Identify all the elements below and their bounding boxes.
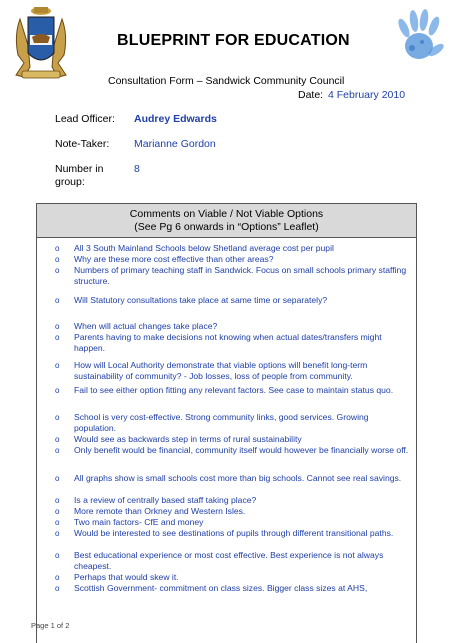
note-taker-label: Note-Taker: <box>55 138 110 150</box>
note-taker-value: Marianne Gordon <box>134 138 216 150</box>
list-item-text: Would see as backwards step in terms of rural sustainability <box>74 434 302 444</box>
list-item-text: Only benefit would be financial, community itself would however be financially worse off. <box>74 445 409 455</box>
list-item <box>55 254 410 265</box>
list-item <box>55 412 410 434</box>
bullet-icon: o <box>55 474 60 483</box>
lead-officer-label: Lead Officer: <box>55 113 115 125</box>
list-item-text: More remote than Orkney and Western Isles. <box>74 506 246 516</box>
list-item <box>55 332 410 354</box>
list-item <box>55 265 410 287</box>
list-item-text: Fail to see either option fitting any relevant factors. See case to maintain status quo. <box>74 385 394 395</box>
list-item-text: How will Local Authority demonstrate that viable options will benefit long-term sustainability of community? - Job losses, loss of people from community. <box>74 360 368 381</box>
list-item-text: Numbers of primary teaching staff in Sandwick. Focus on small schools primary staffing structure. <box>74 265 407 286</box>
comments-table <box>36 203 417 643</box>
list-item <box>55 385 410 396</box>
blue-handprint-icon <box>392 8 444 68</box>
number-in-group-label: Number in group: <box>55 163 104 188</box>
comments-table-header <box>37 204 416 238</box>
bullet-icon: o <box>55 266 60 275</box>
bullet-icon: o <box>55 435 60 444</box>
list-item-text: Is a review of centrally based staff taking place? <box>74 495 257 505</box>
bullet-icon: o <box>55 322 60 331</box>
council-crest-icon <box>10 5 72 83</box>
list-item-text: Will Statutory consultations take place at same time or separately? <box>74 295 328 305</box>
list-item <box>55 445 410 456</box>
list-item-text: School is very cost-effective. Strong community links, good services. Growing population. <box>74 412 369 433</box>
bullet-icon: o <box>55 518 60 527</box>
list-item-text: Parents having to make decisions not knowing when actual dates/transfers might happen. <box>74 332 382 353</box>
form-subtitle: Consultation Form – Sandwick Community Council <box>108 75 345 87</box>
bullet-icon: o <box>55 386 60 395</box>
bullet-icon: o <box>55 413 60 422</box>
bullet-icon: o <box>55 573 60 582</box>
bullet-icon: o <box>55 507 60 516</box>
number-in-group-value: 8 <box>134 163 140 175</box>
table-heading-line2: (See Pg 6 onwards in “Options” Leaflet) <box>134 221 319 233</box>
list-item <box>55 295 410 306</box>
bullet-icon: o <box>55 496 60 505</box>
bullet-icon: o <box>55 255 60 264</box>
lead-officer-value: Audrey Edwards <box>134 113 217 125</box>
list-item-text: Scottish Government- commitment on class sizes. Bigger class sizes at AHS, <box>74 583 368 593</box>
page-number: Page 1 of 2 <box>31 621 70 630</box>
list-item <box>55 360 410 382</box>
bullet-icon: o <box>55 529 60 538</box>
list-item <box>55 434 410 445</box>
page-title: BLUEPRINT FOR EDUCATION <box>117 32 350 49</box>
bullet-icon: o <box>55 551 60 560</box>
table-heading-line1: Comments on Viable / Not Viable Options <box>129 208 324 220</box>
bullet-icon: o <box>55 296 60 305</box>
bullet-icon: o <box>55 244 60 253</box>
list-item-text: When will actual changes take place? <box>74 321 218 331</box>
list-item-text: Two main factors- CfE and money <box>74 517 204 527</box>
list-item-text: Best educational experience or most cost effective. Best experience is not always cheapest. <box>74 550 384 571</box>
bullet-icon: o <box>55 446 60 455</box>
list-item-text: Would be interested to see destinations of pupils through different transitional paths. <box>74 528 394 538</box>
list-item <box>55 528 410 539</box>
list-item <box>55 517 410 528</box>
list-item <box>55 495 410 506</box>
list-item <box>55 506 410 517</box>
date-value: 4 February 2010 <box>328 89 406 101</box>
list-item-text: Perhaps that would skew it. <box>74 572 179 582</box>
list-item <box>55 243 410 254</box>
bullet-icon: o <box>55 333 60 342</box>
list-item-text: All 3 South Mainland Schools below Shetland average cost per pupil <box>74 243 334 253</box>
list-item <box>55 572 410 583</box>
list-item <box>55 321 410 332</box>
date-label: Date: <box>298 89 324 101</box>
list-item-text: All graphs show is small schools cost more than big schools. Cannot see real savings. <box>74 473 402 483</box>
list-item <box>55 473 410 484</box>
bullet-icon: o <box>55 361 60 370</box>
list-item-text: Why are these more cost effective than other areas? <box>74 254 274 264</box>
list-item <box>55 583 410 594</box>
list-item <box>55 550 410 572</box>
bullet-icon: o <box>55 584 60 593</box>
